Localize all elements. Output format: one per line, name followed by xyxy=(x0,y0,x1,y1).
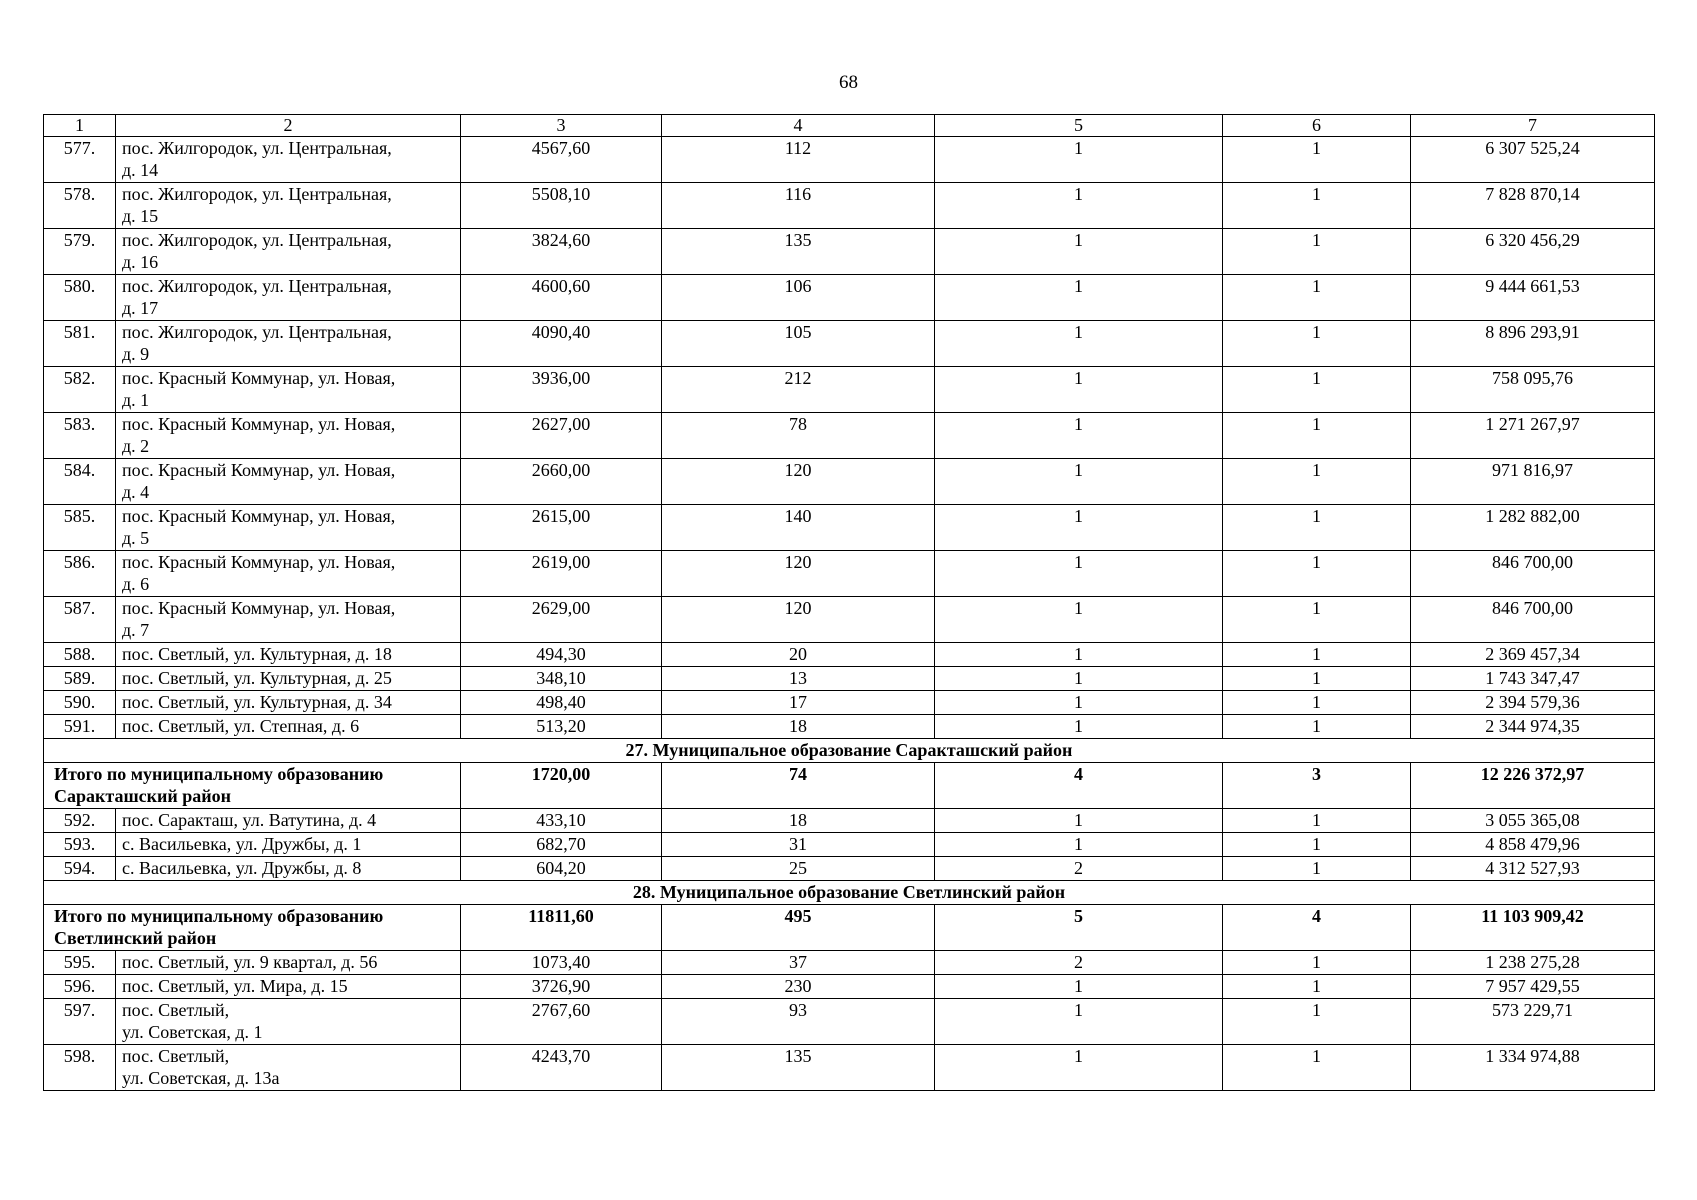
total-amount: 12 226 372,97 xyxy=(1411,763,1655,809)
row-amount: 1 271 267,97 xyxy=(1411,413,1655,459)
row-number: 580. xyxy=(44,275,116,321)
row-amount: 1 238 275,28 xyxy=(1411,951,1655,975)
row-col6: 1 xyxy=(1223,809,1411,833)
row-address-line: пос. Красный Коммунар, ул. Новая, xyxy=(122,506,396,526)
row-address xyxy=(116,275,461,321)
row-col6: 1 xyxy=(1223,275,1411,321)
row-col5: 1 xyxy=(935,367,1223,413)
table-row xyxy=(44,413,1655,459)
row-amount: 7 957 429,55 xyxy=(1411,975,1655,999)
row-col6: 1 xyxy=(1223,183,1411,229)
row-area: 3936,00 xyxy=(461,367,662,413)
row-area: 433,10 xyxy=(461,809,662,833)
row-number: 584. xyxy=(44,459,116,505)
row-area: 1073,40 xyxy=(461,951,662,975)
row-col6: 1 xyxy=(1223,137,1411,183)
row-amount: 2 394 579,36 xyxy=(1411,691,1655,715)
total-row xyxy=(44,763,1655,809)
row-address-line: пос. Жилгородок, ул. Центральная, xyxy=(122,230,392,250)
table-row xyxy=(44,975,1655,999)
row-residents: 93 xyxy=(662,999,935,1045)
row-address xyxy=(116,597,461,643)
row-address xyxy=(116,459,461,505)
total-col5: 4 xyxy=(935,763,1223,809)
row-col6: 1 xyxy=(1223,951,1411,975)
row-address xyxy=(116,833,461,857)
header-row xyxy=(44,115,1655,137)
table-row xyxy=(44,833,1655,857)
row-address xyxy=(116,667,461,691)
row-col6: 1 xyxy=(1223,857,1411,881)
table-row xyxy=(44,367,1655,413)
section-row xyxy=(44,881,1655,905)
table-row xyxy=(44,809,1655,833)
row-residents: 120 xyxy=(662,459,935,505)
row-col5: 1 xyxy=(935,643,1223,667)
row-number: 578. xyxy=(44,183,116,229)
row-residents: 120 xyxy=(662,551,935,597)
section-row xyxy=(44,739,1655,763)
row-amount: 6 320 456,29 xyxy=(1411,229,1655,275)
row-col6: 1 xyxy=(1223,999,1411,1045)
row-address xyxy=(116,999,461,1045)
column-header-6: 6 xyxy=(1223,115,1411,137)
row-address-line: ул. Советская, д. 1 xyxy=(122,1022,263,1042)
row-address-line: пос. Светлый, ул. Культурная, д. 34 xyxy=(122,692,392,712)
row-number: 596. xyxy=(44,975,116,999)
table-row xyxy=(44,551,1655,597)
row-address xyxy=(116,691,461,715)
total-col6: 4 xyxy=(1223,905,1411,951)
row-amount: 573 229,71 xyxy=(1411,999,1655,1045)
row-amount: 4 312 527,93 xyxy=(1411,857,1655,881)
row-address-line: пос. Светлый, ул. 9 квартал, д. 56 xyxy=(122,952,378,972)
row-amount: 7 828 870,14 xyxy=(1411,183,1655,229)
row-address-line: д. 15 xyxy=(122,206,159,226)
row-col6: 1 xyxy=(1223,597,1411,643)
row-address-line: с. Васильевка, ул. Дружбы, д. 8 xyxy=(122,858,362,878)
row-residents: 17 xyxy=(662,691,935,715)
row-col5: 1 xyxy=(935,667,1223,691)
row-address xyxy=(116,715,461,739)
row-address xyxy=(116,321,461,367)
row-col5: 1 xyxy=(935,975,1223,999)
row-amount: 6 307 525,24 xyxy=(1411,137,1655,183)
row-col5: 1 xyxy=(935,137,1223,183)
total-amount: 11 103 909,42 xyxy=(1411,905,1655,951)
row-amount: 9 444 661,53 xyxy=(1411,275,1655,321)
row-address-line: пос. Светлый, xyxy=(122,1000,230,1020)
row-address xyxy=(116,809,461,833)
row-col6: 1 xyxy=(1223,459,1411,505)
table-row xyxy=(44,999,1655,1045)
row-col5: 2 xyxy=(935,857,1223,881)
row-area: 498,40 xyxy=(461,691,662,715)
row-residents: 78 xyxy=(662,413,935,459)
row-col5: 1 xyxy=(935,1045,1223,1091)
row-area: 494,30 xyxy=(461,643,662,667)
table-row xyxy=(44,505,1655,551)
row-address-line: ул. Советская, д. 13а xyxy=(122,1068,280,1088)
row-number: 581. xyxy=(44,321,116,367)
row-address-line: пос. Светлый, ул. Степная, д. 6 xyxy=(122,716,360,736)
row-residents: 230 xyxy=(662,975,935,999)
row-address-line: пос. Светлый, xyxy=(122,1046,230,1066)
table-body xyxy=(44,115,1655,1091)
total-label-line: Итого по муниципальному образованию xyxy=(54,906,384,926)
row-col6: 1 xyxy=(1223,413,1411,459)
table-row xyxy=(44,275,1655,321)
row-area: 2615,00 xyxy=(461,505,662,551)
row-col6: 1 xyxy=(1223,643,1411,667)
row-residents: 18 xyxy=(662,809,935,833)
total-label-line: Саракташский район xyxy=(54,786,231,806)
row-col6: 1 xyxy=(1223,833,1411,857)
row-area: 2619,00 xyxy=(461,551,662,597)
total-residents: 495 xyxy=(662,905,935,951)
row-address xyxy=(116,975,461,999)
table-row xyxy=(44,1045,1655,1091)
table-row xyxy=(44,321,1655,367)
row-col5: 2 xyxy=(935,951,1223,975)
row-amount: 1 743 347,47 xyxy=(1411,667,1655,691)
table-row xyxy=(44,643,1655,667)
row-number: 585. xyxy=(44,505,116,551)
table-row xyxy=(44,951,1655,975)
row-address-line: пос. Жилгородок, ул. Центральная, xyxy=(122,184,392,204)
row-col5: 1 xyxy=(935,597,1223,643)
row-number: 589. xyxy=(44,667,116,691)
row-amount: 971 816,97 xyxy=(1411,459,1655,505)
column-header-1: 1 xyxy=(44,115,116,137)
row-address-line: пос. Саракташ, ул. Ватутина, д. 4 xyxy=(122,810,377,830)
row-area: 682,70 xyxy=(461,833,662,857)
row-col5: 1 xyxy=(935,833,1223,857)
row-area: 4567,60 xyxy=(461,137,662,183)
row-area: 2660,00 xyxy=(461,459,662,505)
section-title: 27. Муниципальное образование Саракташский район xyxy=(44,739,1655,763)
row-amount: 8 896 293,91 xyxy=(1411,321,1655,367)
data-table xyxy=(43,114,1655,1091)
row-address xyxy=(116,183,461,229)
column-header-4: 4 xyxy=(662,115,935,137)
table-row xyxy=(44,691,1655,715)
total-col5: 5 xyxy=(935,905,1223,951)
row-residents: 20 xyxy=(662,643,935,667)
row-address-line: пос. Светлый, ул. Мира, д. 15 xyxy=(122,976,348,996)
row-amount: 846 700,00 xyxy=(1411,551,1655,597)
row-number: 586. xyxy=(44,551,116,597)
row-col5: 1 xyxy=(935,321,1223,367)
row-number: 590. xyxy=(44,691,116,715)
total-row xyxy=(44,905,1655,951)
page-number: 68 xyxy=(839,72,858,93)
row-col6: 1 xyxy=(1223,1045,1411,1091)
row-number: 597. xyxy=(44,999,116,1045)
row-address-line: д. 17 xyxy=(122,298,159,318)
column-header-5: 5 xyxy=(935,115,1223,137)
row-address xyxy=(116,367,461,413)
row-amount: 846 700,00 xyxy=(1411,597,1655,643)
row-address xyxy=(116,229,461,275)
row-amount: 1 334 974,88 xyxy=(1411,1045,1655,1091)
row-amount: 758 095,76 xyxy=(1411,367,1655,413)
row-col6: 1 xyxy=(1223,691,1411,715)
row-col6: 1 xyxy=(1223,505,1411,551)
table-row xyxy=(44,137,1655,183)
row-address xyxy=(116,643,461,667)
row-address-line: д. 7 xyxy=(122,620,150,640)
row-address-line: пос. Красный Коммунар, ул. Новая, xyxy=(122,552,396,572)
row-residents: 106 xyxy=(662,275,935,321)
row-address-line: пос. Красный Коммунар, ул. Новая, xyxy=(122,598,396,618)
table-row xyxy=(44,857,1655,881)
row-address-line: д. 16 xyxy=(122,252,159,272)
row-number: 591. xyxy=(44,715,116,739)
row-col5: 1 xyxy=(935,459,1223,505)
row-col5: 1 xyxy=(935,505,1223,551)
row-col6: 1 xyxy=(1223,667,1411,691)
row-residents: 25 xyxy=(662,857,935,881)
row-address-line: пос. Светлый, ул. Культурная, д. 18 xyxy=(122,644,392,664)
row-area: 5508,10 xyxy=(461,183,662,229)
column-header-3: 3 xyxy=(461,115,662,137)
table-row xyxy=(44,183,1655,229)
row-number: 582. xyxy=(44,367,116,413)
row-col5: 1 xyxy=(935,413,1223,459)
row-col6: 1 xyxy=(1223,321,1411,367)
row-address xyxy=(116,413,461,459)
row-col5: 1 xyxy=(935,551,1223,597)
row-amount: 3 055 365,08 xyxy=(1411,809,1655,833)
row-amount: 2 369 457,34 xyxy=(1411,643,1655,667)
row-residents: 116 xyxy=(662,183,935,229)
row-number: 579. xyxy=(44,229,116,275)
row-area: 348,10 xyxy=(461,667,662,691)
row-col6: 1 xyxy=(1223,715,1411,739)
row-area: 3726,90 xyxy=(461,975,662,999)
row-residents: 18 xyxy=(662,715,935,739)
table-row xyxy=(44,229,1655,275)
row-residents: 13 xyxy=(662,667,935,691)
row-address xyxy=(116,505,461,551)
row-number: 592. xyxy=(44,809,116,833)
row-address xyxy=(116,551,461,597)
row-area: 513,20 xyxy=(461,715,662,739)
row-area: 604,20 xyxy=(461,857,662,881)
row-address-line: д. 9 xyxy=(122,344,150,364)
row-address-line: д. 2 xyxy=(122,436,150,456)
row-col6: 1 xyxy=(1223,551,1411,597)
row-residents: 31 xyxy=(662,833,935,857)
row-area: 2627,00 xyxy=(461,413,662,459)
row-col6: 1 xyxy=(1223,367,1411,413)
section-title: 28. Муниципальное образование Светлинский район xyxy=(44,881,1655,905)
row-address-line: пос. Красный Коммунар, ул. Новая, xyxy=(122,368,396,388)
row-address-line: пос. Жилгородок, ул. Центральная, xyxy=(122,322,392,342)
row-number: 587. xyxy=(44,597,116,643)
row-address-line: д. 1 xyxy=(122,390,150,410)
row-col5: 1 xyxy=(935,809,1223,833)
row-number: 588. xyxy=(44,643,116,667)
total-area: 11811,60 xyxy=(461,905,662,951)
total-label-line: Светлинский район xyxy=(54,928,217,948)
row-amount: 1 282 882,00 xyxy=(1411,505,1655,551)
row-col5: 1 xyxy=(935,715,1223,739)
row-col5: 1 xyxy=(935,691,1223,715)
row-residents: 140 xyxy=(662,505,935,551)
table-row xyxy=(44,667,1655,691)
table-row xyxy=(44,597,1655,643)
row-col6: 1 xyxy=(1223,975,1411,999)
row-col5: 1 xyxy=(935,183,1223,229)
table-row xyxy=(44,459,1655,505)
total-label xyxy=(44,763,461,809)
row-number: 593. xyxy=(44,833,116,857)
column-header-7: 7 xyxy=(1411,115,1655,137)
row-address xyxy=(116,137,461,183)
row-address xyxy=(116,857,461,881)
row-address-line: д. 14 xyxy=(122,160,159,180)
total-label-line: Итого по муниципальному образованию xyxy=(54,764,384,784)
row-residents: 105 xyxy=(662,321,935,367)
row-number: 598. xyxy=(44,1045,116,1091)
row-address-line: д. 5 xyxy=(122,528,150,548)
row-number: 594. xyxy=(44,857,116,881)
row-residents: 135 xyxy=(662,1045,935,1091)
row-address xyxy=(116,1045,461,1091)
total-label xyxy=(44,905,461,951)
row-address-line: пос. Жилгородок, ул. Центральная, xyxy=(122,276,392,296)
row-residents: 212 xyxy=(662,367,935,413)
row-number: 595. xyxy=(44,951,116,975)
row-residents: 112 xyxy=(662,137,935,183)
table-row xyxy=(44,715,1655,739)
row-number: 583. xyxy=(44,413,116,459)
row-address-line: с. Васильевка, ул. Дружбы, д. 1 xyxy=(122,834,362,854)
row-amount: 2 344 974,35 xyxy=(1411,715,1655,739)
row-area: 4600,60 xyxy=(461,275,662,321)
total-col6: 3 xyxy=(1223,763,1411,809)
row-area: 4243,70 xyxy=(461,1045,662,1091)
row-address-line: пос. Красный Коммунар, ул. Новая, xyxy=(122,460,396,480)
row-col6: 1 xyxy=(1223,229,1411,275)
total-residents: 74 xyxy=(662,763,935,809)
row-col5: 1 xyxy=(935,999,1223,1045)
column-header-2: 2 xyxy=(116,115,461,137)
row-residents: 135 xyxy=(662,229,935,275)
row-area: 2767,60 xyxy=(461,999,662,1045)
row-address-line: пос. Красный Коммунар, ул. Новая, xyxy=(122,414,396,434)
total-area: 1720,00 xyxy=(461,763,662,809)
row-residents: 120 xyxy=(662,597,935,643)
row-number: 577. xyxy=(44,137,116,183)
row-address-line: пос. Светлый, ул. Культурная, д. 25 xyxy=(122,668,392,688)
row-area: 4090,40 xyxy=(461,321,662,367)
row-area: 2629,00 xyxy=(461,597,662,643)
row-amount: 4 858 479,96 xyxy=(1411,833,1655,857)
row-address-line: д. 4 xyxy=(122,482,150,502)
row-address-line: д. 6 xyxy=(122,574,150,594)
row-residents: 37 xyxy=(662,951,935,975)
row-area: 3824,60 xyxy=(461,229,662,275)
row-col5: 1 xyxy=(935,229,1223,275)
row-address xyxy=(116,951,461,975)
row-col5: 1 xyxy=(935,275,1223,321)
row-address-line: пос. Жилгородок, ул. Центральная, xyxy=(122,138,392,158)
